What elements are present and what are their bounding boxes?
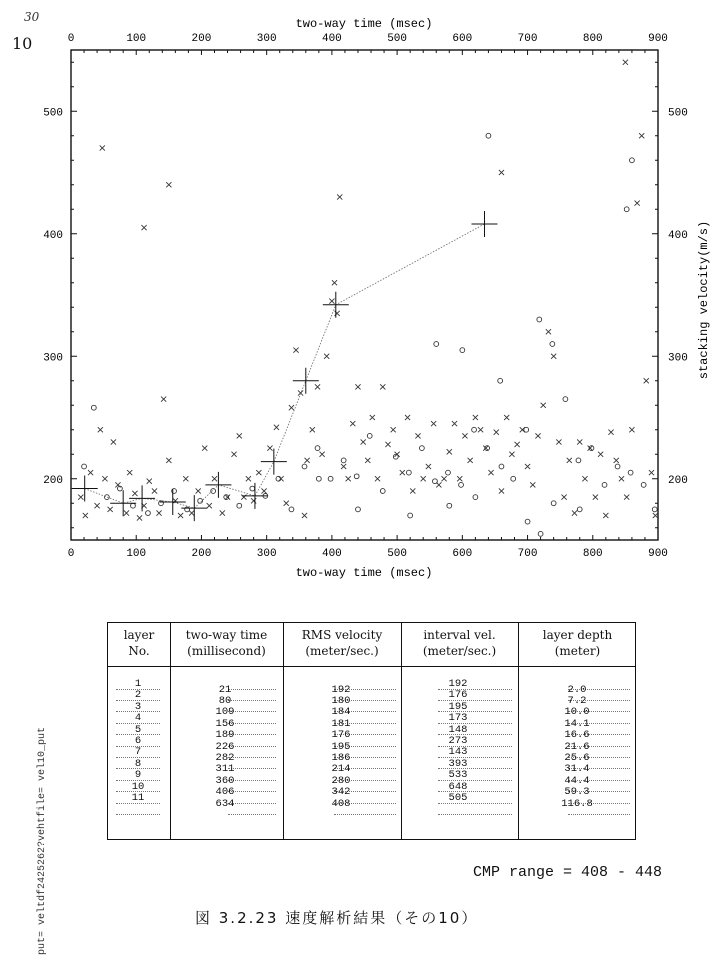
side-note: put= veltdf2425262?vehtfile= vel10_put	[37, 726, 48, 955]
table-header-cell	[283, 627, 401, 659]
table-cell: 143	[448, 746, 468, 759]
table-cell: 406	[215, 786, 235, 799]
scatter-o-mark	[250, 486, 255, 491]
y-tick-label-right: 500	[668, 107, 688, 120]
x-tick-label-top: 0	[67, 33, 75, 45]
x-axis-label-top: two-way time (msec)	[295, 17, 433, 31]
pick-polyline	[85, 224, 485, 508]
figure-caption: 図 3.2.23 速度解析結果（その10）	[195, 909, 479, 927]
table-cell: 9	[134, 769, 142, 782]
x-tick-label-top: 500	[387, 33, 408, 45]
scatter-o-mark	[524, 427, 529, 432]
scatter-x-mark	[385, 442, 390, 447]
scatter-x-mark	[572, 510, 577, 515]
x-tick-label-top: 900	[648, 33, 668, 45]
scatter-o-mark	[577, 507, 582, 512]
x-tick-label-bottom: 900	[648, 548, 668, 560]
table-cell: 10	[131, 780, 145, 793]
table-cell: 10.0	[564, 706, 590, 719]
scatter-x-mark	[152, 488, 157, 493]
scatter-x-mark	[156, 510, 161, 515]
velocity-picks	[72, 211, 498, 521]
table-cell: 14.1	[564, 717, 590, 730]
header-line: RMS velocity	[301, 628, 383, 642]
scatter-x-mark	[468, 458, 473, 463]
scatter-x-mark	[127, 470, 132, 475]
scatter-x-mark	[635, 201, 640, 206]
velocity-pick	[472, 211, 498, 237]
scatter-x-mark	[88, 470, 93, 475]
x-tick-label-top: 100	[126, 33, 147, 45]
table-cell: 186	[331, 752, 351, 764]
scatter-x-mark	[251, 498, 256, 503]
scatter-o-mark	[289, 507, 294, 512]
scatter-x-mark	[329, 299, 334, 304]
row-leader	[116, 814, 160, 815]
scatter-x-mark	[644, 378, 649, 383]
scatter-o-mark	[380, 489, 385, 494]
x-tick-label-bottom: 400	[321, 548, 342, 560]
table-cell: 408	[331, 797, 351, 810]
table-cell: 214	[331, 763, 351, 776]
velocity-pick	[261, 449, 287, 475]
scatter-x-mark	[231, 452, 236, 457]
scatter-x-mark	[256, 470, 261, 475]
scatter-o-mark	[276, 476, 281, 481]
scatter-x-mark	[504, 415, 509, 420]
scatter-x-mark	[310, 427, 315, 432]
table-cell: 109	[215, 706, 235, 719]
scatter-x-mark	[98, 427, 103, 432]
scatter-x-mark	[137, 515, 142, 520]
velocity-pick-line	[85, 224, 485, 508]
scatter-x-mark	[509, 452, 514, 457]
velocity-pick	[129, 485, 155, 511]
scatter-x-mark	[499, 488, 504, 493]
scatter-x-mark	[337, 194, 342, 199]
velocity-pick	[293, 368, 319, 394]
cmp-range: CMP range = 408 - 448	[473, 864, 663, 881]
table-cell: 533	[448, 769, 468, 782]
col-divider	[401, 623, 402, 839]
scatter-o-mark	[433, 479, 438, 484]
scatter-x-mark	[246, 476, 251, 481]
table-cell: 2.0	[567, 683, 587, 696]
scatter-x-mark	[341, 464, 346, 469]
scatter-x-mark	[473, 415, 478, 420]
scatter-x-mark	[365, 458, 370, 463]
scatter-o-mark	[630, 158, 635, 163]
scatter-o-mark	[460, 348, 465, 353]
scatter-o-mark	[459, 482, 464, 487]
scatter-x-mark	[346, 476, 351, 481]
scatter-x-mark	[525, 464, 530, 469]
table-cell: 393	[448, 757, 468, 770]
table-cell: 4	[134, 712, 142, 725]
table-header-cell	[108, 627, 170, 659]
y-tick-label-left: 200	[43, 474, 63, 487]
x-tick-label-bottom: 200	[191, 548, 212, 560]
table-cell: 16.6	[564, 729, 590, 742]
row-leader	[228, 814, 276, 815]
col-divider	[170, 623, 171, 839]
scatter-o-mark	[473, 495, 478, 500]
header-line: (meter/sec.)	[422, 644, 497, 658]
scatter-x-mark	[189, 510, 194, 515]
table-header-cell	[401, 627, 518, 659]
scatter-x-mark	[237, 433, 242, 438]
col-divider	[518, 623, 519, 839]
scatter-x-mark	[546, 329, 551, 334]
scatter-o-mark	[354, 474, 359, 479]
scatter-x-mark	[350, 421, 355, 426]
table-cell: 116.8	[561, 797, 593, 810]
scatter-x-mark	[400, 470, 405, 475]
scatter-x-mark	[289, 405, 294, 410]
scatter-o-mark	[237, 503, 242, 508]
scatter-x-mark	[405, 415, 410, 420]
header-line: (meter)	[554, 644, 601, 658]
scatter-o-mark	[316, 476, 321, 481]
table-cell: 181	[331, 717, 351, 730]
table-cell: 2	[134, 689, 142, 702]
scatter-o-mark	[82, 464, 87, 469]
table-cell: 1	[134, 678, 142, 690]
scatter-x-mark	[649, 470, 654, 475]
scatter-o-mark	[499, 464, 504, 469]
scatter-o-mark	[472, 427, 477, 432]
x-tick-label-bottom: 600	[452, 548, 473, 560]
scatter-x-mark	[332, 280, 337, 285]
table-cell: 5	[134, 723, 142, 736]
scatter-x-mark	[598, 452, 603, 457]
x-axis-label-bottom: two-way time (msec)	[295, 566, 433, 580]
scatter-x-mark	[535, 433, 540, 438]
scatter-x-mark	[447, 449, 452, 454]
scatter-x-mark	[83, 513, 88, 518]
scatter-x-mark	[108, 507, 113, 512]
scatter-x-mark	[488, 470, 493, 475]
y-tick-label-left: 500	[43, 107, 63, 120]
x-tick-label-bottom: 700	[517, 548, 538, 560]
scatter-o-mark	[511, 476, 516, 481]
table-cell: 192	[448, 678, 468, 690]
scatter-o-mark	[146, 511, 151, 516]
scatter-x-mark	[515, 442, 520, 447]
table-cell: 156	[215, 717, 235, 730]
table-cell: 505	[448, 792, 468, 804]
scatter-x-mark	[315, 384, 320, 389]
table-cell: 180	[331, 695, 351, 707]
table-cell: 80	[218, 695, 232, 707]
header-line: layer	[123, 628, 155, 642]
corner-label: 10	[12, 34, 33, 53]
scatter-o-mark	[446, 470, 451, 475]
scatter-x-mark	[111, 439, 116, 444]
scatter-x-mark	[196, 488, 201, 493]
scatter-x-mark	[391, 427, 396, 432]
scatter-x-mark	[494, 430, 499, 435]
scatter-x-mark	[561, 495, 566, 500]
table-cell: 173	[448, 712, 468, 725]
row-leader	[334, 814, 396, 815]
table-cell: 360	[215, 774, 235, 787]
table-cell: 634	[215, 797, 235, 810]
scatter-x-mark	[462, 433, 467, 438]
velocity-pick	[242, 483, 268, 509]
scatter-o-mark	[641, 482, 646, 487]
scatter-x-mark	[320, 452, 325, 457]
page-number: 30	[24, 10, 40, 24]
scatter-x-mark	[624, 495, 629, 500]
x-tick-label-top: 400	[321, 33, 342, 45]
scatter-o-mark	[104, 495, 109, 500]
scatter-o-mark	[525, 519, 530, 524]
scatter-o-mark	[551, 501, 556, 506]
scatter-x-mark	[619, 476, 624, 481]
table-cell: 7.2	[567, 695, 587, 707]
scatter-x-mark	[212, 476, 217, 481]
scatter-x-mark	[567, 458, 572, 463]
scatter-x-mark	[241, 495, 246, 500]
scatter-x-mark	[324, 354, 329, 359]
scatter-o-mark	[302, 464, 307, 469]
y-tick-label-left: 300	[43, 352, 63, 365]
scatter-x-mark	[603, 513, 608, 518]
row-leader	[568, 814, 630, 815]
scatter-x-mark	[452, 421, 457, 426]
plot-frame	[71, 50, 658, 540]
header-line: No.	[128, 644, 150, 658]
table-cell: 8	[134, 757, 142, 770]
header-line: (millisecond)	[187, 644, 266, 658]
velocity-pick	[323, 292, 349, 318]
scatter-x-mark	[375, 476, 380, 481]
x-tick-label-bottom: 0	[67, 548, 75, 560]
scatter-x-mark	[415, 433, 420, 438]
scatter-x-mark	[94, 503, 99, 508]
scatter-x-mark	[380, 384, 385, 389]
table-cell: 31.4	[564, 763, 590, 776]
scatter-x-mark	[530, 482, 535, 487]
x-tick-label-top: 600	[452, 33, 473, 45]
scatter-x-mark	[102, 476, 107, 481]
scatter-x-mark	[161, 397, 166, 402]
table-cell: 3	[134, 700, 142, 713]
table-cell: 148	[448, 723, 468, 736]
scatter-o-mark	[498, 378, 503, 383]
scatter-x-mark	[132, 491, 137, 496]
scatter-o-mark	[434, 342, 439, 347]
table-cell: 21.6	[564, 740, 590, 753]
scatter-o-mark	[538, 531, 543, 536]
scatter-x-mark	[431, 421, 436, 426]
header-line: layer depth	[542, 628, 613, 642]
scatter-x-mark	[166, 182, 171, 187]
axis-ticks	[43, 33, 688, 560]
scatter-x-mark	[593, 495, 598, 500]
scatter-x-mark	[629, 427, 634, 432]
scatter-o-mark	[367, 433, 372, 438]
scatter-x-mark	[556, 439, 561, 444]
scatter-x-mark	[421, 476, 426, 481]
scatter-x-mark	[614, 458, 619, 463]
scatter-o-mark	[576, 458, 581, 463]
scatter-x-mark	[141, 225, 146, 230]
scatter-x-mark	[499, 170, 504, 175]
table-cell: 282	[215, 752, 235, 764]
header-line: two-way time	[185, 628, 268, 642]
scatter-x-mark	[582, 476, 587, 481]
table-cell: 176	[331, 729, 351, 742]
scatter-x-mark	[302, 513, 307, 518]
table-cell: 280	[331, 774, 351, 787]
scatter-o-mark	[447, 503, 452, 508]
scatter-o-mark	[198, 498, 203, 503]
scatter-x-mark	[100, 145, 105, 150]
scatter-x-mark	[541, 403, 546, 408]
scatter-o-mark	[91, 405, 96, 410]
table-cell: 59.3	[564, 786, 590, 799]
table-cell: 176	[448, 689, 468, 702]
scatter-x-mark	[78, 495, 83, 500]
scatter-x-mark	[284, 501, 289, 506]
scatter-x-mark	[183, 476, 188, 481]
y-tick-label-left: 400	[43, 229, 63, 242]
scatter-o-mark	[356, 507, 361, 512]
row-leader	[438, 814, 512, 815]
table-cell: 192	[331, 683, 351, 696]
scatter-x-mark	[457, 476, 462, 481]
table-cell: 342	[331, 786, 351, 799]
scatter-x-mark	[551, 354, 556, 359]
table-cell: 195	[448, 700, 468, 713]
scatter-x-mark	[355, 384, 360, 389]
scatter-x-mark	[441, 476, 446, 481]
scatter-x-mark	[335, 311, 340, 316]
y-tick-label-right: 400	[668, 229, 688, 242]
scatter-x-mark	[220, 510, 225, 515]
scatter-x-mark	[370, 415, 375, 420]
velocity-pick	[205, 472, 231, 498]
scatter-x-mark	[639, 133, 644, 138]
table-cell: 21	[218, 683, 232, 696]
table-cell: 7	[134, 746, 142, 759]
table-cell: 6	[134, 735, 142, 747]
table-cell: 648	[448, 780, 468, 793]
scatter-x-mark	[410, 488, 415, 493]
scatter-o-mark	[602, 482, 607, 487]
scatter-o-mark	[131, 503, 136, 508]
scatter-o-mark	[328, 476, 333, 481]
scatter-o-mark	[408, 513, 413, 518]
table-cell: 226	[215, 740, 235, 753]
header-line: interval vel.	[423, 628, 496, 642]
header-line: (meter/sec.)	[305, 644, 379, 658]
scatter-x-mark	[147, 479, 152, 484]
x-tick-label-top: 300	[256, 33, 277, 45]
table-cell: 11	[131, 792, 145, 804]
scatter-x-mark	[608, 430, 613, 435]
scatter-o-mark	[624, 207, 629, 212]
table-cell: 311	[215, 763, 235, 776]
x-tick-label-bottom: 800	[582, 548, 603, 560]
x-tick-label-top: 800	[582, 33, 603, 45]
table-cell: 184	[331, 706, 351, 719]
scatter-o-mark	[406, 470, 411, 475]
y-tick-label-right: 200	[668, 474, 688, 487]
scatter-x-mark	[426, 464, 431, 469]
table-header-cell	[170, 627, 283, 659]
x-tick-label-top: 700	[517, 33, 538, 45]
x-tick-label-bottom: 300	[256, 548, 277, 560]
table-cell: 195	[331, 740, 351, 753]
col-divider	[283, 623, 284, 839]
scatter-o-mark	[486, 133, 491, 138]
scatter-marks	[78, 60, 658, 537]
table-header-cell	[518, 627, 637, 659]
table-header	[108, 623, 635, 667]
scatter-o-mark	[550, 342, 555, 347]
y-tick-label-right: 300	[668, 352, 688, 365]
table-cell: 44.4	[564, 774, 590, 787]
scatter-o-mark	[315, 446, 320, 451]
scatter-o-mark	[537, 317, 542, 322]
scatter-x-mark	[305, 458, 310, 463]
scatter-x-mark	[623, 60, 628, 65]
x-tick-label-top: 200	[191, 33, 212, 45]
velocity-pick	[72, 476, 98, 502]
scatter-o-mark	[652, 507, 657, 512]
scatter-o-mark	[615, 464, 620, 469]
scatter-x-mark	[124, 510, 129, 515]
scatter-x-mark	[261, 488, 266, 493]
scatter-x-mark	[577, 439, 582, 444]
x-tick-label-bottom: 500	[387, 548, 408, 560]
table-cell: 189	[215, 729, 235, 742]
scatter-x-mark	[478, 427, 483, 432]
velocity-pick	[160, 489, 186, 515]
scatter-o-mark	[341, 458, 346, 463]
x-tick-label-bottom: 100	[126, 548, 147, 560]
velocity-pick	[110, 490, 136, 516]
scatter-x-mark	[653, 513, 658, 518]
scatter-o-mark	[419, 446, 424, 451]
scatter-o-mark	[563, 397, 568, 402]
scatter-x-mark	[178, 513, 183, 518]
scatter-o-mark	[628, 470, 633, 475]
scatter-x-mark	[267, 446, 272, 451]
scatter-x-mark	[274, 425, 279, 430]
y-axis-label-right: stacking velocity(m/s)	[697, 220, 711, 380]
scatter-x-mark	[166, 458, 171, 463]
scatter-x-mark	[361, 439, 366, 444]
scatter-x-mark	[202, 446, 207, 451]
table-cell: 273	[448, 735, 468, 747]
scatter-x-mark	[207, 503, 212, 508]
table-cell: 25.6	[564, 752, 590, 764]
scatter-x-mark	[293, 348, 298, 353]
